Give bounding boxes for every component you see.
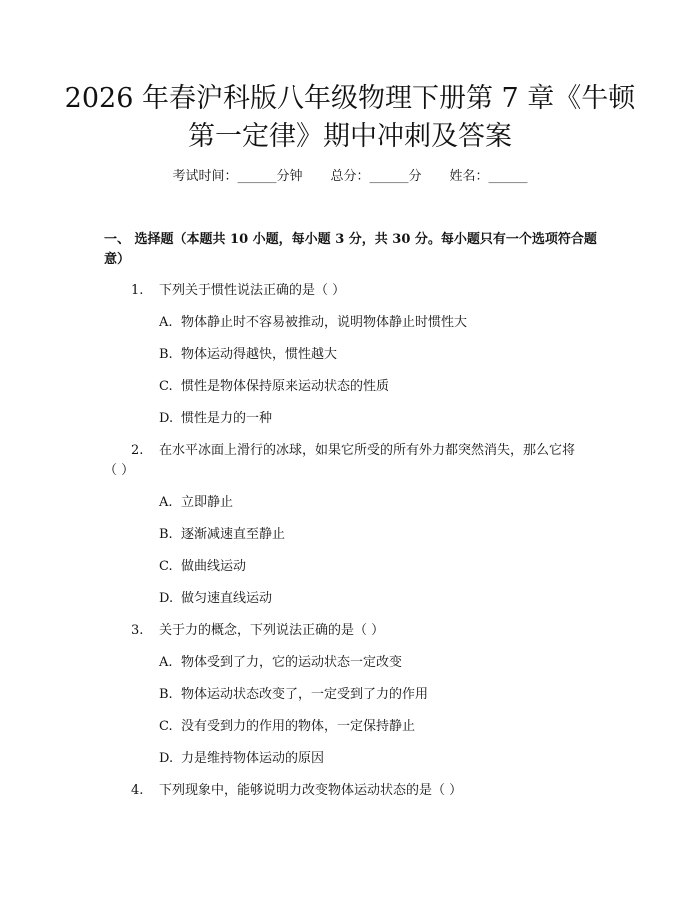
question-number: 3. [131,623,144,638]
option-d [159,750,324,768]
option-text: 没有受到力的作用的物体，一定保持静止 [181,719,416,734]
question-number: 2. [131,443,144,458]
question-text: 下列关于惯性说法正确的是（ ） [159,283,346,298]
option-text: 物体受到了力，它的运动状态一定改变 [181,655,403,670]
option-letter: B. [159,347,173,362]
option-text: 物体运动状态改变了，一定受到了力的作用 [181,687,429,702]
option-c [159,718,415,736]
option-text: 做曲线运动 [181,559,247,574]
option-letter: A. [159,655,173,670]
option-d [159,410,272,428]
question-text: 下列现象中，能够说明力改变物体运动状态的是（ ） [159,783,463,798]
exam-time-field: 考试时间：______分钟 [172,169,303,184]
section-heading: 一、 选择题（本题共 10 小题，每小题 3 分，共 30 分。每小题只有一个选项符合题意） [104,232,597,267]
option-letter: D. [159,591,174,606]
option-text: 做匀速直线运动 [181,591,273,606]
question-number: 1. [131,283,144,298]
option-a [159,494,233,512]
question-text: 在水平冰面上滑行的冰球，如果它所受的所有外力都突然消失，那么它将 [159,443,576,458]
option-letter: A. [159,495,173,510]
student-name-field: 姓名：______ [449,169,528,184]
option-b [159,686,428,704]
option-b [159,526,285,544]
option-text: 惯性是力的一种 [181,411,273,426]
option-c [159,378,389,396]
option-text: 力是维持物体运动的原因 [181,751,325,766]
option-c [159,558,246,576]
option-letter: C. [159,719,173,734]
option-a [159,314,467,332]
option-d [159,590,272,608]
question-text-continuation: （ ） [104,463,135,478]
document-title: 2026 年春沪科版八年级物理下册第 7 章《牛顿第一定律》期中冲刺及答案 [64,83,636,152]
exam-info-line [0,168,700,186]
question-number: 4. [131,783,144,798]
option-letter: D. [159,411,174,426]
option-b [159,346,337,364]
option-a [159,654,402,672]
total-score-field: 总分：______分 [330,169,422,184]
option-letter: C. [159,379,173,394]
option-letter: A. [159,315,173,330]
option-text: 物体运动得越快，惯性越大 [181,347,338,362]
option-letter: B. [159,687,173,702]
option-letter: B. [159,527,173,542]
question-text: 关于力的概念，下列说法正确的是（ ） [159,623,385,638]
option-letter: D. [159,751,174,766]
option-letter: C. [159,559,173,574]
option-text: 立即静止 [181,495,234,510]
option-text: 物体静止时不容易被推动，说明物体静止时惯性大 [181,315,468,330]
option-text: 逐渐减速直至静止 [181,527,286,542]
option-text: 惯性是物体保持原来运动状态的性质 [181,379,390,394]
